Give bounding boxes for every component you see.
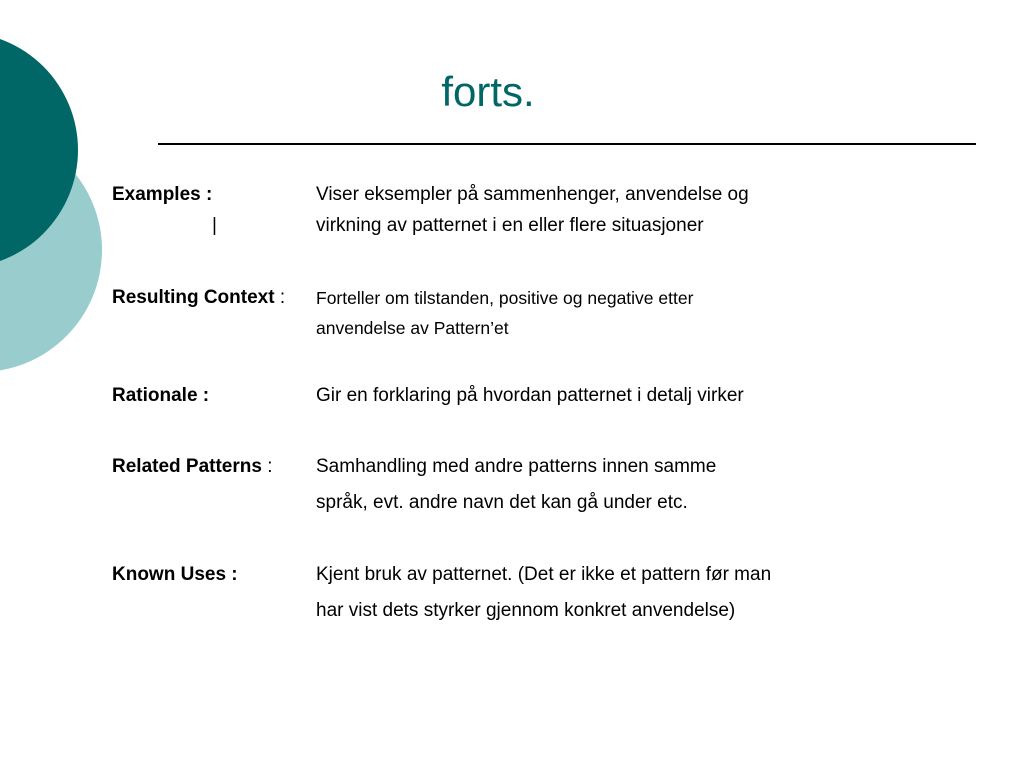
known-uses-label — [112, 562, 238, 588]
known-uses-desc-line-1: Kjent bruk av patternet. (Det er ikke et pattern før man — [316, 564, 772, 585]
related-patterns-label-separator: : — [261, 456, 273, 477]
rationale-label — [112, 383, 209, 409]
decorative-circles — [0, 0, 110, 380]
known-uses-label-text: Known Uses : — [112, 564, 238, 585]
title-divider — [158, 143, 976, 145]
examples-marker: | — [212, 215, 217, 236]
related-patterns-label — [112, 454, 273, 480]
resulting-context-label — [112, 285, 285, 311]
known-uses-desc-line-2: har vist dets styrker gjennom konkret anvendelse) — [316, 600, 736, 621]
rationale-desc-line-1: Gir en forklaring på hvordan patternet i detalj virker — [316, 385, 744, 406]
related-patterns-desc-line-1: Samhandling med andre patterns innen samme — [316, 456, 717, 477]
examples-label — [112, 182, 212, 208]
resulting-context-label-separator: : — [274, 287, 286, 308]
resulting-context-desc-line-1: Forteller om tilstanden, positive og negative etter — [316, 288, 694, 308]
related-patterns-label-text: Related Patterns — [112, 456, 262, 477]
resulting-context-label-text: Resulting Context — [112, 287, 275, 308]
rationale-label-text: Rationale : — [112, 385, 210, 406]
examples-label-text: Examples : — [112, 184, 213, 205]
examples-desc-line-1: Viser eksempler på sammenhenger, anvendelse og — [316, 184, 749, 205]
slide-title: forts. — [441, 68, 535, 115]
examples-desc-line-2: virkning av patternet i en eller flere situasjoner — [316, 215, 704, 236]
resulting-context-desc-line-2: anvendelse av Pattern’et — [316, 318, 509, 338]
related-patterns-desc-line-2: språk, evt. andre navn det kan gå under etc. — [316, 492, 688, 513]
